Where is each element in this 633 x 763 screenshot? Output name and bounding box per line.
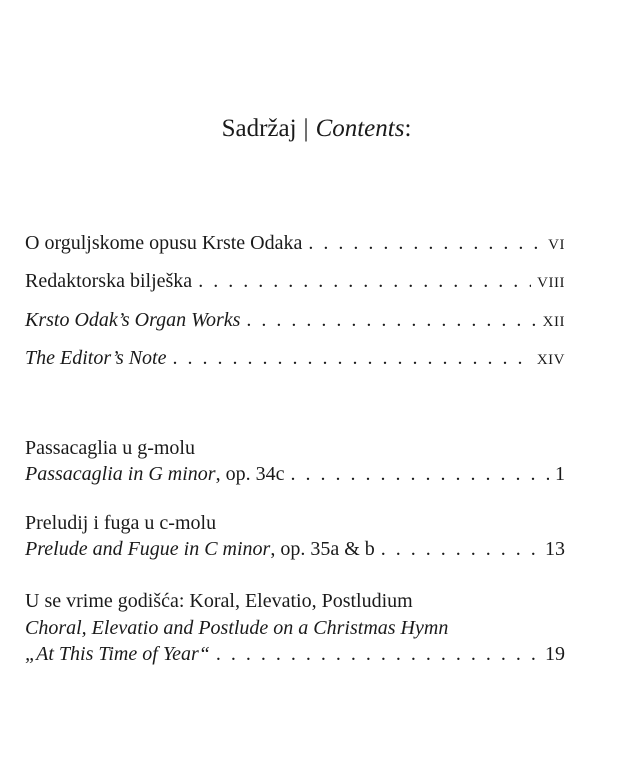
page-title [0,112,633,146]
toc-page-number: 13 [545,538,565,560]
toc-page-number: 1 [555,463,565,485]
toc-entry-editor-note-en[interactable] [25,345,565,373]
toc-page-number: VI [548,237,565,253]
toc-entry-label: O orguljskome opusu Krste Odaka [25,232,303,254]
toc-entry-intro-en[interactable] [25,307,565,335]
work-opus: , op. 35a & b [270,538,375,560]
toc-entry-editor-note-hr[interactable] [25,268,565,296]
toc-entry-label: Redaktorska bilješka [25,270,193,292]
toc-entry-label: Krsto Odak’s Organ Works [25,309,241,331]
work-title-hr: Passacaglia u g-molu [25,437,195,459]
dot-leader [381,536,539,562]
title-croatian: Sadržaj [221,115,297,142]
work-title-en: Prelude and Fugue in C minor [25,538,271,560]
work-title-en: Choral, Elevatio and Postlude on a Christmas Hymn [25,617,449,639]
toc-page-number: XII [542,314,565,330]
toc-entry-label: „At This Time of Year“ [25,643,210,665]
toc-entry-label: The Editor’s Note [25,347,167,369]
toc-page-number: VIII [537,275,565,291]
title-separator: | [303,115,309,142]
toc-entry-prelude-fugue[interactable] [25,536,565,562]
work-opus: , op. 34c [215,463,285,485]
dot-leader [198,268,531,294]
toc-entry-passacaglia[interactable] [25,461,565,487]
toc-entry-intro-hr[interactable] [25,230,565,258]
dot-leader [246,307,536,333]
dot-leader [216,641,539,667]
toc-page-number: XIV [536,352,565,368]
toc-entry-label [25,461,284,487]
work-title-hr: U se vrime godišća: Koral, Elevatio, Postludium [25,590,413,612]
toc-entry-christmas-hymn[interactable] [25,641,565,667]
work-title-en: Passacaglia in G minor [25,463,216,485]
toc-page-number: 19 [545,643,565,665]
dot-leader [308,230,542,256]
title-english: Contents [315,115,405,142]
dot-leader [173,345,531,371]
work-title-hr: Preludij i fuga u c-molu [25,512,217,534]
title-colon: : [404,115,412,142]
dot-leader [290,461,549,487]
toc-entry-label [25,536,375,562]
